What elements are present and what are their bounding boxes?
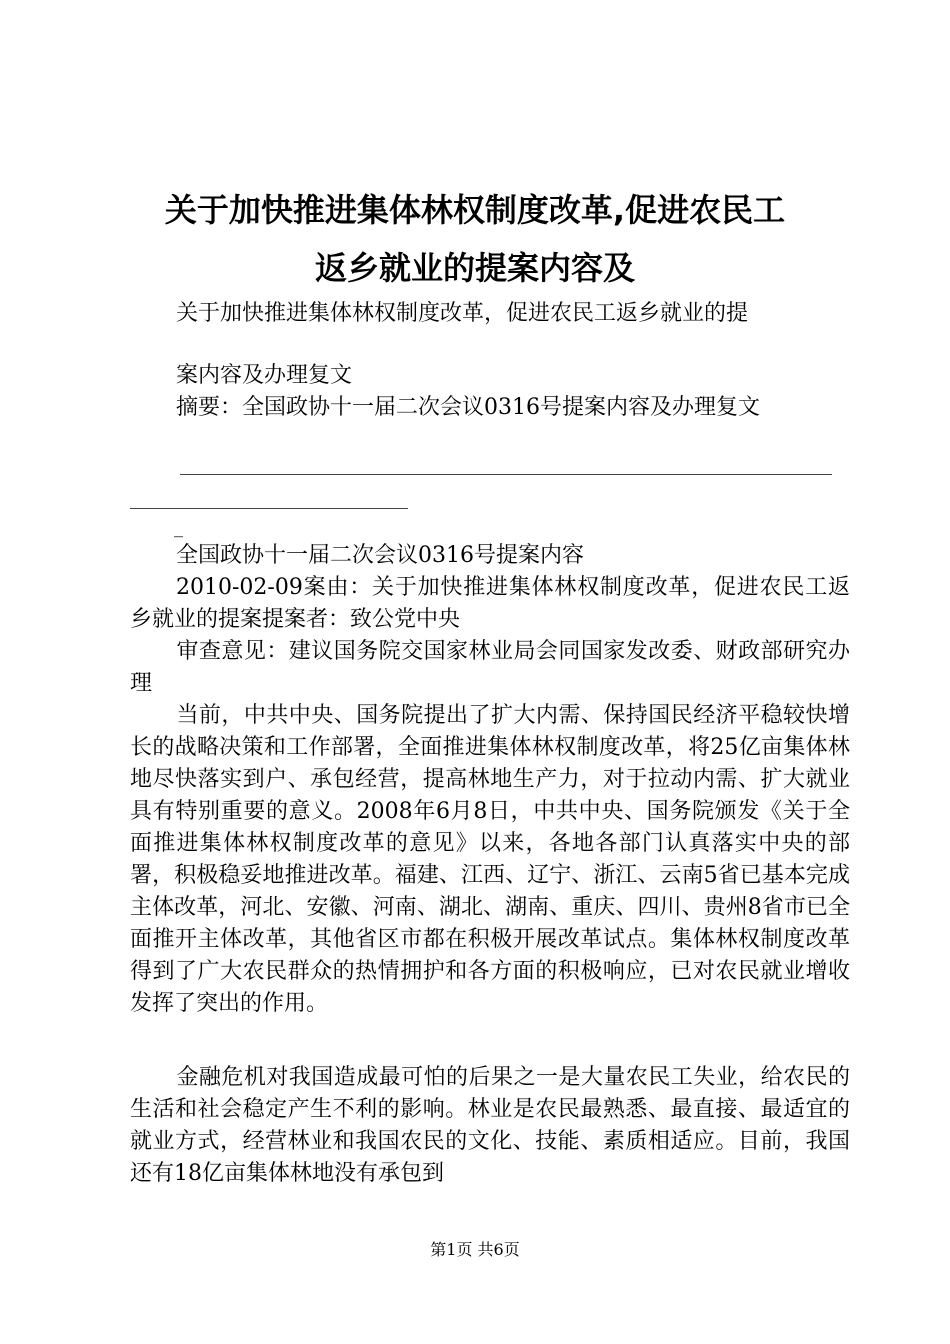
body-paragraph-2-text: 金融危机对我国造成最可怕的后果之一是大量农民工失业，给农民的生活和社会稳定产生不利的影响。林业是农民最熟悉、最直接、最适宜的就业方式，经营林业和我国农民的文化、技能、素质相适应。目前，我国还有18亿亩集体林地没有承包到 — [130, 1065, 850, 1186]
body-paragraph-1 — [130, 700, 850, 1020]
review-paragraph — [130, 636, 850, 700]
separator-rule-2 — [130, 508, 408, 509]
separator-rule-1 — [180, 474, 832, 475]
proposal-heading: 全国政协十一届二次会议0316号提案内容 — [176, 543, 584, 568]
review-text: 审查意见：建议国务院交国家林业局会同国家发改委、财政部研究办理 — [130, 639, 850, 696]
document-title-line-1: 关于加快推进集体林权制度改革,促进农民工 — [164, 191, 786, 229]
case-info-paragraph — [130, 572, 850, 636]
subtitle-paragraph — [130, 298, 850, 330]
case-info-text: 2010-02-09案由：关于加快推进集体林权制度改革，促进农民工返乡就业的提案提案者：致公党中央 — [130, 575, 850, 632]
abstract-text: 摘要：全国政协十一届二次会议0316号提案内容及办理复文 — [176, 395, 760, 420]
separator-dash: _ — [174, 517, 183, 538]
page-footer: 第1页 共6页 — [430, 1240, 520, 1259]
document-title-line-2: 返乡就业的提案内容及 — [314, 249, 635, 287]
subtitle-continuation: 案内容及办理复文 — [176, 363, 353, 388]
subtitle-text-part1: 关于加快推进集体林权制度改革，促进农民工返乡就业的提 — [176, 301, 749, 326]
body-paragraph-2 — [130, 1062, 850, 1190]
body-paragraph-1-text: 当前，中共中央、国务院提出了扩大内需、保持国民经济平稳较快增长的战略决策和工作部署，全面推进集体林权制度改革，将25亿亩集体林地尽快落实到户、承包经营，提高林地生产力，对于拉动内需、扩大就业具有特别重要的意义。2008年6月8日，中共中央、国务院颁发《关于全面推进集体林权制度改革的意见》以来，各地各部门认真落实中央的部署，积极稳妥地推进改革。福建、江西、辽宁、浙江、云南5省已基本完成主体改革，河北、安徽、河南、湖北、湖南、重庆、四川、贵州8省市已全面推开主体改革，其他省区市都在积极开展改革试点。集体林权制度改革得到了广大农民群众的热情拥护和各方面的积极响应，已对农民就业增收发挥了突出的作用。 — [130, 703, 850, 1016]
abstract-paragraph — [130, 392, 850, 424]
